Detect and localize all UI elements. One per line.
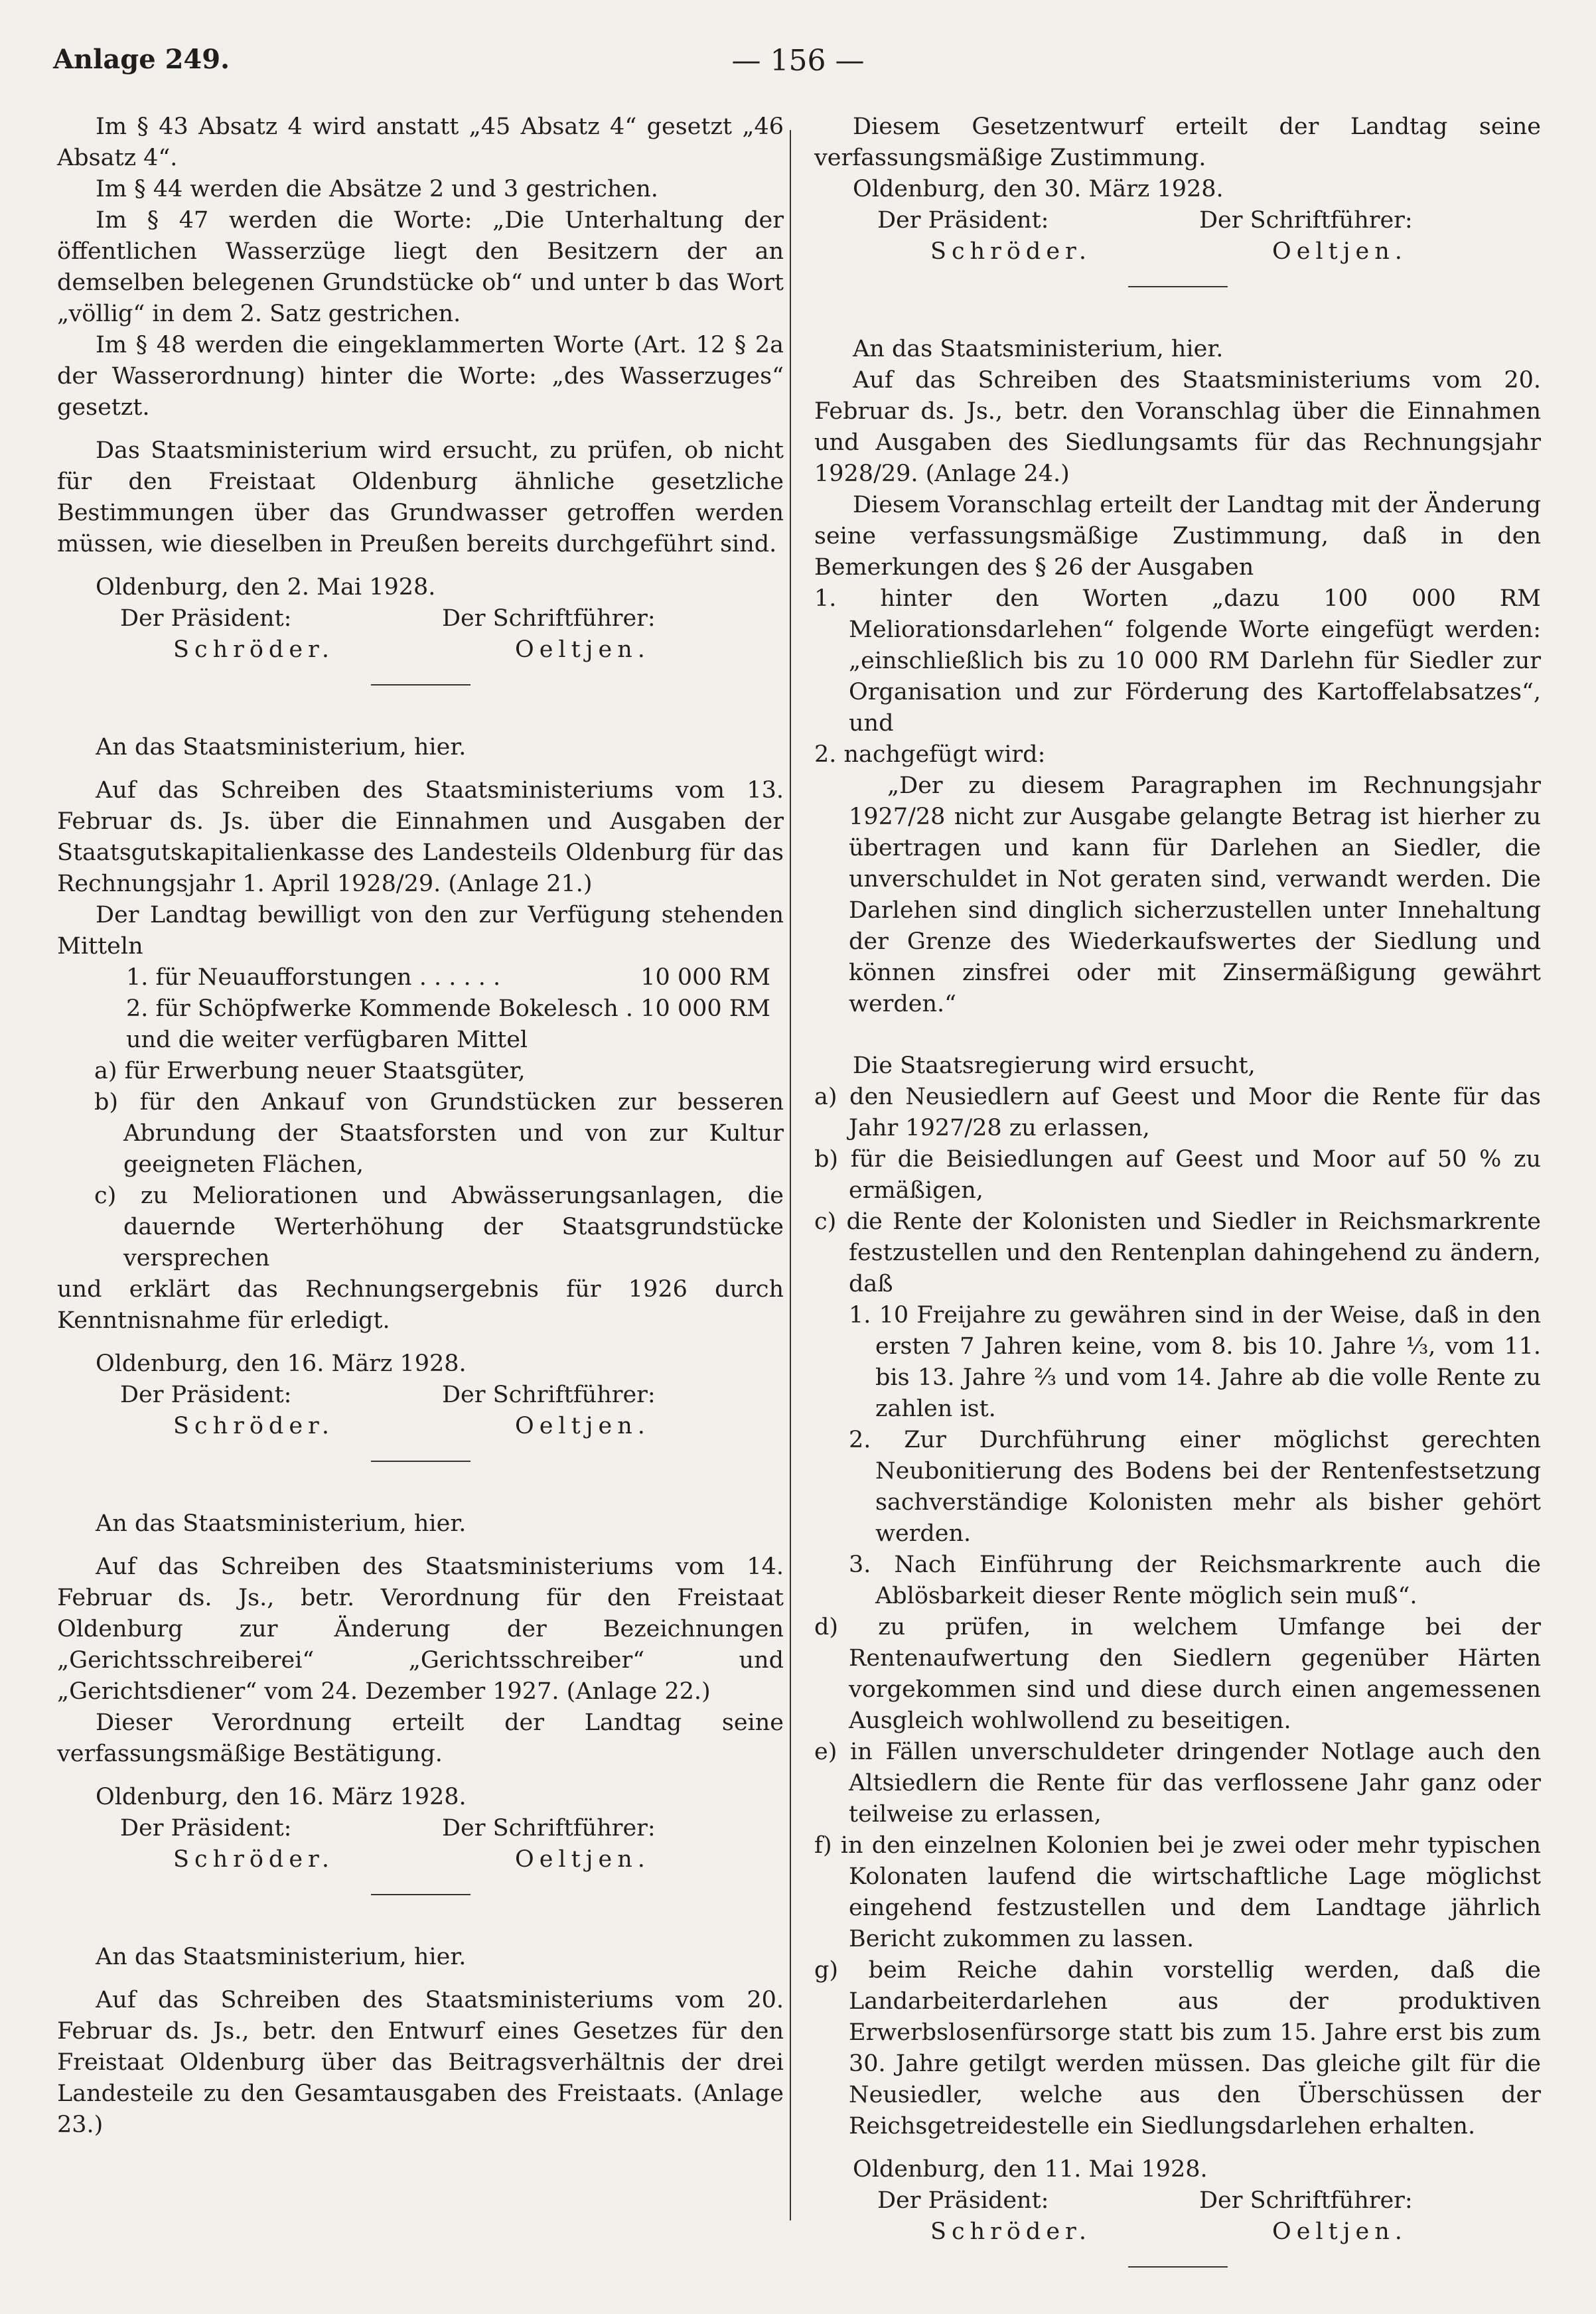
secretary-label: Der Schriftführer:: [442, 1815, 656, 1842]
paragraph: Diesem Gesetzentwurf erteilt der Landtag seine verfassungsmäßige Zustimmung.: [814, 113, 1541, 171]
secretary-label: Der Schriftführer:: [1199, 207, 1413, 234]
paragraph: Dieser Verordnung erteilt der Landtag seine verfassungsmäßige Bestätigung.: [57, 1709, 784, 1767]
list-item: a) für Erwerbung neuer Staatsgüter,: [94, 1058, 526, 1084]
list-item: d) zu prüfen, in welchem Umfange bei der Rentenaufwertung den Siedlern gegenüber Härten vorgekommen sind und diese durch einen angemessenen Ausgleich wohlwollend zu beseitigen.: [814, 1614, 1541, 1734]
section-rule: [371, 684, 471, 686]
secretary-name: Oeltjen.: [515, 1413, 650, 1439]
section-rule: [371, 1461, 471, 1462]
signature-labels: [57, 603, 784, 634]
secretary-label: Der Schriftführer:: [442, 605, 656, 632]
president-name: Schröder.: [930, 2218, 1092, 2245]
paragraph: Diesem Voranschlag erteilt der Landtag mit der Änderung seine verfassungsmäßige Zustimmung, daß in den Bemerkungen des § 26 der Ausgaben: [814, 492, 1541, 581]
signature-labels: [57, 1813, 784, 1844]
sub-list-item: 1. 10 Freijahre zu gewähren sind in der Weise, daß in den ersten 7 Jahren keine, vom 8. bis 10. Jahre ⅓, vom 11. bis 13. Jahre ⅔ und vom 14. Jahre ab die volle Rente zu zahlen ist.: [849, 1302, 1541, 1422]
president-name: Schröder.: [173, 1413, 335, 1439]
page-header: [53, 44, 1543, 90]
president-label: Der Präsident:: [120, 1382, 292, 1408]
date-line: Oldenburg, den 16. März 1928.: [96, 1350, 467, 1377]
paragraph: Im § 48 werden die eingeklammerten Worte (Art. 12 § 2a der Wasserordnung) hinter die Worte: „des Wasserzuges“ gesetzt.: [57, 332, 784, 421]
signature-names: [57, 634, 784, 666]
list-item: b) für die Beisiedlungen auf Geest und Moor auf 50 % zu ermäßigen,: [814, 1146, 1541, 1204]
paragraph: Im § 47 werden die Worte: „Die Unterhaltung der öffentlichen Wasserzüge liegt den Besitzern der an demselben belegenen Grundstücke ob“ und unter b das Wort „völlig“ in dem 2. Satz gestrichen.: [57, 207, 784, 327]
president-label: Der Präsident:: [120, 605, 292, 632]
signature-labels: [814, 205, 1541, 236]
list-item: e) in Fällen unverschuldeter dringender Notlage auch den Altsiedlern die Rente für das verflossene Jahr ganz oder teilweise zu erlassen,: [814, 1739, 1541, 1828]
paragraph: Auf das Schreiben des Staatsministeriums vom 20. Februar ds. Js., betr. den Entwurf eines Gesetzes für den Freistaat Oldenburg über das Beitragsverhältnis der drei Landesteile zu den Gesamtausgaben des Freistaats. (Anlage 23.): [57, 1987, 784, 2138]
list-item: g) beim Reiche dahin vorstellig werden, daß die Landarbeiterdarlehen aus der produktiven Erwerbslosenfürsorge statt bis zum 15. Jahre erst bis zum 30. Jahre getilgt werden müssen. Das gleiche gilt für die Neusiedler, welche aus den Überschüssen der Reichsgetreidestelle ein Siedlungsdarlehen erhalten.: [814, 1957, 1541, 2139]
secretary-label: Der Schriftführer:: [1199, 2187, 1413, 2214]
paragraph: Auf das Schreiben des Staatsministeriums vom 20. Februar ds. Js., betr. den Voranschlag über die Einnahmen und Ausgaben des Siedlungsamts für das Rechnungsjahr 1928/29. (Anlage 24.): [814, 367, 1541, 487]
amount-item-label: 2. für Schöpfwerke Kommende Bokelesch .: [126, 995, 634, 1022]
address-line: An das Staatsministerium, hier.: [96, 1944, 467, 1970]
president-name: Schröder.: [930, 238, 1092, 265]
signature-names: [57, 1411, 784, 1442]
secretary-name: Oeltjen.: [1272, 2218, 1408, 2245]
signature-names: [57, 1844, 784, 1875]
paragraph: Die Staatsregierung wird ersucht,: [853, 1052, 1256, 1079]
president-name: Schröder.: [173, 1846, 335, 1873]
president-label: Der Präsident:: [120, 1815, 292, 1842]
secretary-name: Oeltjen.: [515, 1846, 650, 1873]
right-column: [814, 111, 1541, 2314]
quoted-text: „Der zu diesem Paragraphen im Rechnungsjahr 1927/28 nicht zur Ausgabe gelangte Betrag ist hierher zu übertragen und kann für Darlehen an Siedler, die unverschuldet in Not geraten sind, verwandt werden. Die Darlehen sind dinglich sicherzustellen unter Innehaltung der Grenze des Wiederkaufswertes der Siedlung und können zinsfrei oder mit Zinsermäßigung gewährt werden.“: [849, 772, 1541, 1017]
signature-labels: [57, 1380, 784, 1411]
paragraph: Der Landtag bewilligt von den zur Verfügung stehenden Mitteln: [57, 902, 784, 960]
signature-names: [814, 2216, 1541, 2248]
date-line: Oldenburg, den 30. März 1928.: [853, 176, 1224, 202]
section-rule: [1128, 286, 1228, 287]
list-item: c) zu Meliorationen und Abwässerungsanlagen, die dauernde Werterhöhung der Staatsgrundstücke versprechen: [94, 1183, 784, 1271]
paragraph: Auf das Schreiben des Staatsministeriums vom 14. Februar ds. Js., betr. Verordnung für den Freistaat Oldenburg zur Änderung der Bezeichnungen „Gerichtsschreiberei“ „Gerichtsschreiber“ und „Gerichtsdiener“ vom 24. Dezember 1927. (Anlage 22.): [57, 1554, 784, 1705]
secretary-name: Oeltjen.: [515, 636, 650, 663]
sub-list-item: 2. Zur Durchführung einer möglichst gerechten Neubonitierung des Bodens bei der Rentenfestsetzung sachverständige Kolonisten mehr als bisher gehört werden.: [849, 1427, 1541, 1547]
date-line: Oldenburg, den 16. März 1928.: [96, 1784, 467, 1810]
list-item: 1. hinter den Worten „dazu 100 000 RM Meliorationsdarlehen“ folgende Worte eingefügt werden: „einschließlich bis zu 10 000 RM Darlehn für Siedler zur Organisation und zur Förderung des Kartoffelabsatzes“, und: [814, 585, 1541, 737]
paragraph: Im § 43 Absatz 4 wird anstatt „45 Absatz 4“ gesetzt „46 Absatz 4“.: [57, 113, 784, 171]
paragraph: Das Staatsministerium wird ersucht, zu prüfen, ob nicht für den Freistaat Oldenburg ähnliche gesetzliche Bestimmungen über das Grundwasser getroffen werden müssen, wie dieselben in Preußen bereits durchgeführt sind.: [57, 437, 784, 557]
address-line: An das Staatsministerium, hier.: [96, 734, 467, 760]
paragraph: Auf das Schreiben des Staatsministeriums vom 13. Februar ds. Js. über die Einnahmen und Ausgaben der Staatsgutskapitalienkasse des Landesteils Oldenburg für das Rechnungsjahr 1. April 1928/29. (Anlage 21.): [57, 777, 784, 897]
address-line: An das Staatsministerium, hier.: [96, 1510, 467, 1537]
list-item: c) die Rente der Kolonisten und Siedler in Reichsmarkrente festzustellen und den Rentenplan dahingehend zu ändern, daß: [814, 1208, 1541, 1297]
list-item: a) den Neusiedlern auf Geest und Moor die Rente für das Jahr 1927/28 zu erlassen,: [814, 1084, 1541, 1141]
amount-item-value: 10 000 RM: [640, 995, 770, 1022]
amount-item-value: 10 000 RM: [640, 964, 770, 991]
signature-labels: [814, 2185, 1541, 2216]
paragraph: und erklärt das Rechnungsergebnis für 1926 durch Kenntnisnahme für erledigt.: [57, 1276, 784, 1334]
secretary-label: Der Schriftführer:: [442, 1382, 656, 1408]
paragraph: Im § 44 werden die Absätze 2 und 3 gestrichen.: [96, 176, 658, 202]
paragraph: und die weiter verfügbaren Mittel: [126, 1027, 528, 1053]
date-line: Oldenburg, den 11. Mai 1928.: [853, 2156, 1208, 2183]
secretary-name: Oeltjen.: [1272, 238, 1408, 265]
amount-item-label: 1. für Neuaufforstungen . . . . . .: [126, 964, 501, 991]
president-label: Der Präsident:: [877, 207, 1049, 234]
sub-list-item: 3. Nach Einführung der Reichsmarkrente auch die Ablösbarkeit dieser Rente möglich sein muß“.: [849, 1552, 1541, 1609]
amount-item: [57, 962, 784, 993]
address-line: An das Staatsministerium, hier.: [853, 336, 1224, 362]
section-rule: [1128, 2266, 1228, 2268]
section-rule: [371, 1894, 471, 1895]
page-number: — 156 —: [731, 44, 865, 78]
list-item: 2. nachgefügt wird:: [814, 741, 1046, 768]
date-line: Oldenburg, den 2. Mai 1928.: [96, 574, 436, 601]
signature-names: [814, 236, 1541, 267]
president-label: Der Präsident:: [877, 2187, 1049, 2214]
president-name: Schröder.: [173, 636, 335, 663]
list-item: b) für den Ankauf von Grundstücken zur besseren Abrundung der Staatsforsten und von zur Kultur geeigneten Flächen,: [94, 1089, 784, 1178]
amount-item: [57, 993, 784, 1025]
column-divider: [790, 130, 791, 2220]
annex-label: Anlage 249.: [53, 44, 230, 75]
list-item: f) in den einzelnen Kolonien bei je zwei oder mehr typischen Kolonaten laufend die wirtschaftliche Lage möglichst eingehend festzustellen und dem Landtage jährlich Bericht zukommen zu lassen.: [814, 1832, 1541, 1952]
left-column: [57, 111, 784, 2141]
